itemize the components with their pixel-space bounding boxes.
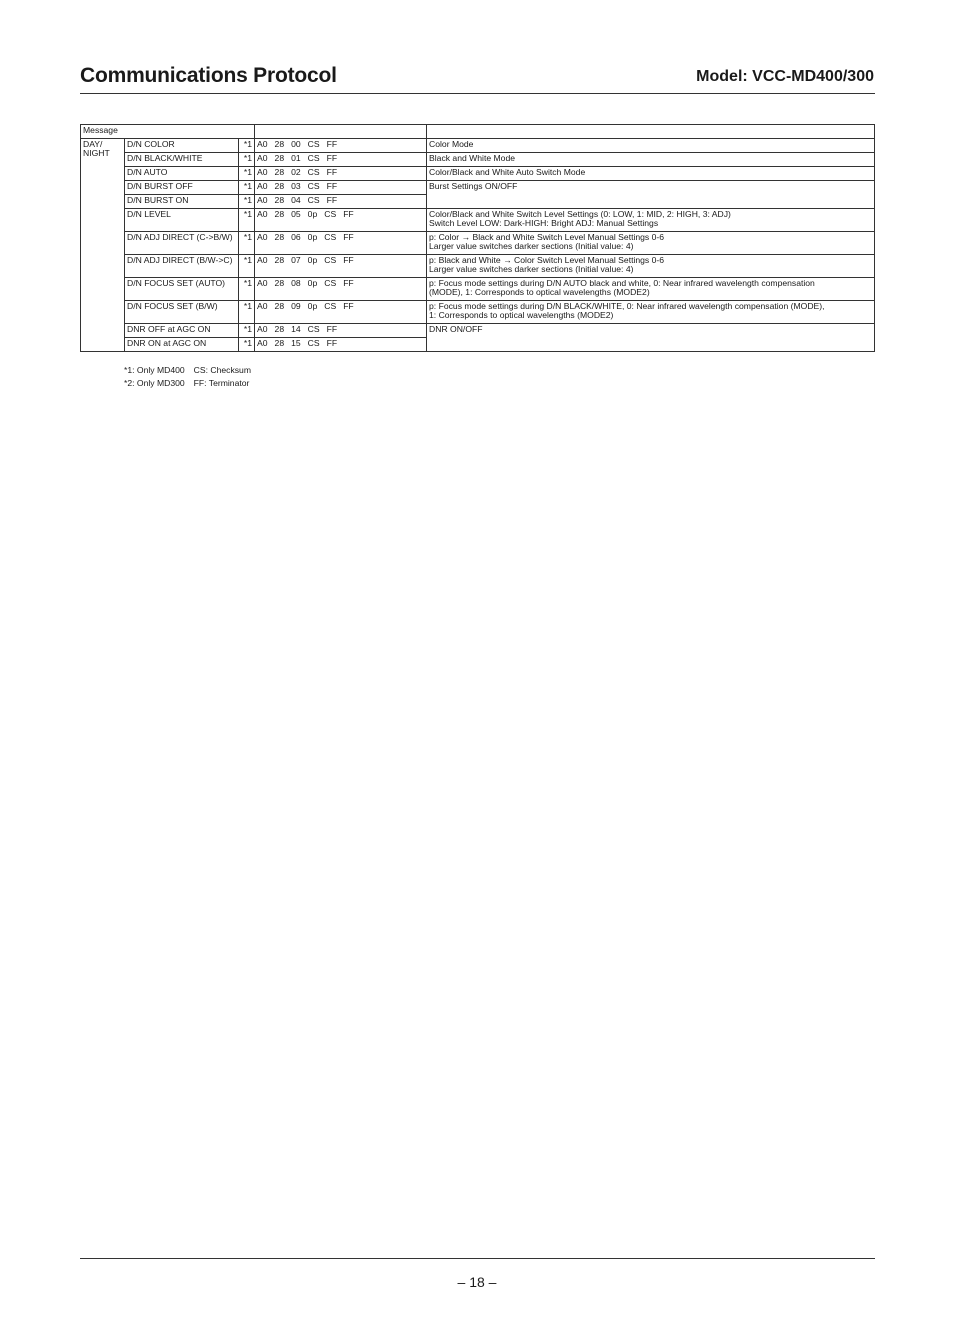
command-description: p: Focus mode settings during D/N AUTO black and white, 0: Near infrared wavelength compensation (MODE), 1: Corresponds to optical wavelengths (MODE2) xyxy=(427,278,875,301)
command-byte: FF xyxy=(343,255,354,265)
command-description: Burst Settings ON/OFF xyxy=(427,181,875,209)
command-byte: FF xyxy=(326,195,338,205)
command-byte: 28 xyxy=(274,181,285,191)
command-description: p: Focus mode settings during D/N BLACK/WHITE, 0: Near infrared wavelength compensation (MODE), 1: Corresponds to optical wavelengths (MODE2) xyxy=(427,301,875,324)
command-note: *1 xyxy=(239,209,255,232)
table-header-row xyxy=(81,125,875,139)
protocol-table xyxy=(80,124,875,352)
command-description: Color Mode xyxy=(427,139,875,153)
table-row xyxy=(81,301,875,324)
command-byte: FF xyxy=(343,278,354,288)
command-name: D/N FOCUS SET (AUTO) xyxy=(125,278,239,301)
command-byte: FF xyxy=(326,139,338,149)
command-description: p: Black and White → Color Switch Level Manual Settings 0-6 Larger value switches darker sections (Initial value: 4) xyxy=(427,255,875,278)
command-byte: 02 xyxy=(291,167,301,177)
command-name: D/N BURST OFF xyxy=(125,181,239,195)
command-byte: 15 xyxy=(291,338,301,348)
command-byte: CS xyxy=(307,195,320,205)
command-note: *1 xyxy=(239,232,255,255)
command-note: *1 xyxy=(239,338,255,352)
footnotes xyxy=(124,364,260,390)
footnote-line: *2: Only MD300 FF: Terminator xyxy=(124,378,250,388)
command-bytes xyxy=(255,255,427,278)
command-byte: A0 xyxy=(257,195,268,205)
command-note: *1 xyxy=(239,139,255,153)
command-byte: 0p xyxy=(307,255,318,265)
command-bytes xyxy=(255,209,427,232)
command-byte: A0 xyxy=(257,209,268,219)
command-byte: CS xyxy=(307,139,320,149)
command-byte: 0p xyxy=(307,278,318,288)
command-byte: A0 xyxy=(257,139,268,149)
command-description: Black and White Mode xyxy=(427,153,875,167)
command-byte: A0 xyxy=(257,232,268,242)
command-byte: A0 xyxy=(257,278,268,288)
page-title: Communications Protocol xyxy=(80,64,337,87)
command-bytes xyxy=(255,324,427,338)
footnote-line: *1: Only MD400 CS: Checksum xyxy=(124,365,251,375)
table-row xyxy=(81,167,875,181)
table-row xyxy=(81,139,875,153)
command-byte: FF xyxy=(326,181,338,191)
command-byte: 28 xyxy=(274,324,285,334)
header-cmd xyxy=(255,125,427,139)
command-byte: 14 xyxy=(291,324,301,334)
command-name: D/N LEVEL xyxy=(125,209,239,232)
command-description: Color/Black and White Auto Switch Mode xyxy=(427,167,875,181)
command-bytes xyxy=(255,195,427,209)
command-bytes xyxy=(255,278,427,301)
command-byte: 01 xyxy=(291,153,301,163)
command-byte: 28 xyxy=(274,195,285,205)
command-name: D/N COLOR xyxy=(125,139,239,153)
command-byte: 05 xyxy=(291,209,301,219)
command-byte: A0 xyxy=(257,181,268,191)
command-byte: CS xyxy=(307,153,320,163)
command-byte: 28 xyxy=(274,338,285,348)
header-message: Message xyxy=(81,125,255,139)
command-byte: FF xyxy=(326,324,338,334)
command-name: D/N FOCUS SET (B/W) xyxy=(125,301,239,324)
command-byte: A0 xyxy=(257,301,268,311)
command-byte: A0 xyxy=(257,167,268,177)
command-byte: CS xyxy=(324,255,337,265)
command-description: Color/Black and White Switch Level Settings (0: LOW, 1: MID, 2: HIGH, 3: ADJ) Switch Level LOW: Dark-HIGH: Bright ADJ: Manual Settings xyxy=(427,209,875,232)
command-byte: FF xyxy=(326,338,338,348)
command-bytes xyxy=(255,338,427,352)
page-number: – 18 – xyxy=(457,1274,497,1290)
command-note: *1 xyxy=(239,301,255,324)
command-name: DNR OFF at AGC ON xyxy=(125,324,239,338)
command-byte: FF xyxy=(343,301,354,311)
command-name: D/N ADJ DIRECT (B/W->C) xyxy=(125,255,239,278)
command-byte: 03 xyxy=(291,181,301,191)
command-byte: CS xyxy=(307,324,320,334)
command-byte: 28 xyxy=(274,153,285,163)
command-bytes xyxy=(255,167,427,181)
command-byte: 09 xyxy=(291,301,301,311)
command-byte: CS xyxy=(307,167,320,177)
table-row xyxy=(81,278,875,301)
command-note: *1 xyxy=(239,278,255,301)
command-byte: 28 xyxy=(274,232,285,242)
command-byte: 28 xyxy=(274,278,285,288)
command-bytes xyxy=(255,301,427,324)
command-note: *1 xyxy=(239,153,255,167)
command-byte: FF xyxy=(326,167,338,177)
command-byte: A0 xyxy=(257,153,268,163)
command-byte: 28 xyxy=(274,301,285,311)
command-byte: FF xyxy=(326,153,338,163)
command-byte: CS xyxy=(324,232,337,242)
command-note: *1 xyxy=(239,195,255,209)
command-byte: CS xyxy=(324,209,337,219)
table-row xyxy=(81,209,875,232)
header-rule xyxy=(80,93,875,94)
command-byte: 28 xyxy=(274,139,285,149)
table-row xyxy=(81,232,875,255)
command-description: p: Color → Black and White Switch Level Manual Settings 0-6 Larger value switches darker sections (Initial value: 4) xyxy=(427,232,875,255)
command-bytes xyxy=(255,139,427,153)
command-byte: 28 xyxy=(274,255,285,265)
command-byte: FF xyxy=(343,209,354,219)
group-label: DAY/ NIGHT xyxy=(81,139,125,352)
command-note: *1 xyxy=(239,324,255,338)
table-row xyxy=(81,181,875,195)
command-note: *1 xyxy=(239,167,255,181)
command-byte: CS xyxy=(307,338,320,348)
command-byte: 0p xyxy=(307,301,318,311)
command-name: DNR ON at AGC ON xyxy=(125,338,239,352)
command-bytes xyxy=(255,153,427,167)
table-row xyxy=(81,153,875,167)
command-description: DNR ON/OFF xyxy=(427,324,875,352)
model-label: Model: VCC-MD400/300 xyxy=(696,68,874,85)
footer-rule xyxy=(80,1258,875,1259)
command-byte: CS xyxy=(324,278,337,288)
command-byte: CS xyxy=(307,181,320,191)
command-byte: 00 xyxy=(291,139,301,149)
command-note: *1 xyxy=(239,181,255,195)
command-byte: FF xyxy=(343,232,354,242)
command-name: D/N BURST ON xyxy=(125,195,239,209)
command-byte: 28 xyxy=(274,209,285,219)
table-row xyxy=(81,255,875,278)
command-byte: 0p xyxy=(307,232,318,242)
command-bytes xyxy=(255,232,427,255)
command-byte: A0 xyxy=(257,324,268,334)
command-bytes xyxy=(255,181,427,195)
command-byte: A0 xyxy=(257,255,268,265)
command-name: D/N ADJ DIRECT (C->B/W) xyxy=(125,232,239,255)
command-byte: 04 xyxy=(291,195,301,205)
command-byte: 07 xyxy=(291,255,301,265)
command-name: D/N BLACK/WHITE xyxy=(125,153,239,167)
command-byte: CS xyxy=(324,301,337,311)
command-byte: 08 xyxy=(291,278,301,288)
command-name: D/N AUTO xyxy=(125,167,239,181)
command-byte: 0p xyxy=(307,209,318,219)
command-byte: A0 xyxy=(257,338,268,348)
command-byte: 06 xyxy=(291,232,301,242)
table-row xyxy=(81,324,875,338)
header-desc xyxy=(427,125,875,139)
command-byte: 28 xyxy=(274,167,285,177)
command-note: *1 xyxy=(239,255,255,278)
